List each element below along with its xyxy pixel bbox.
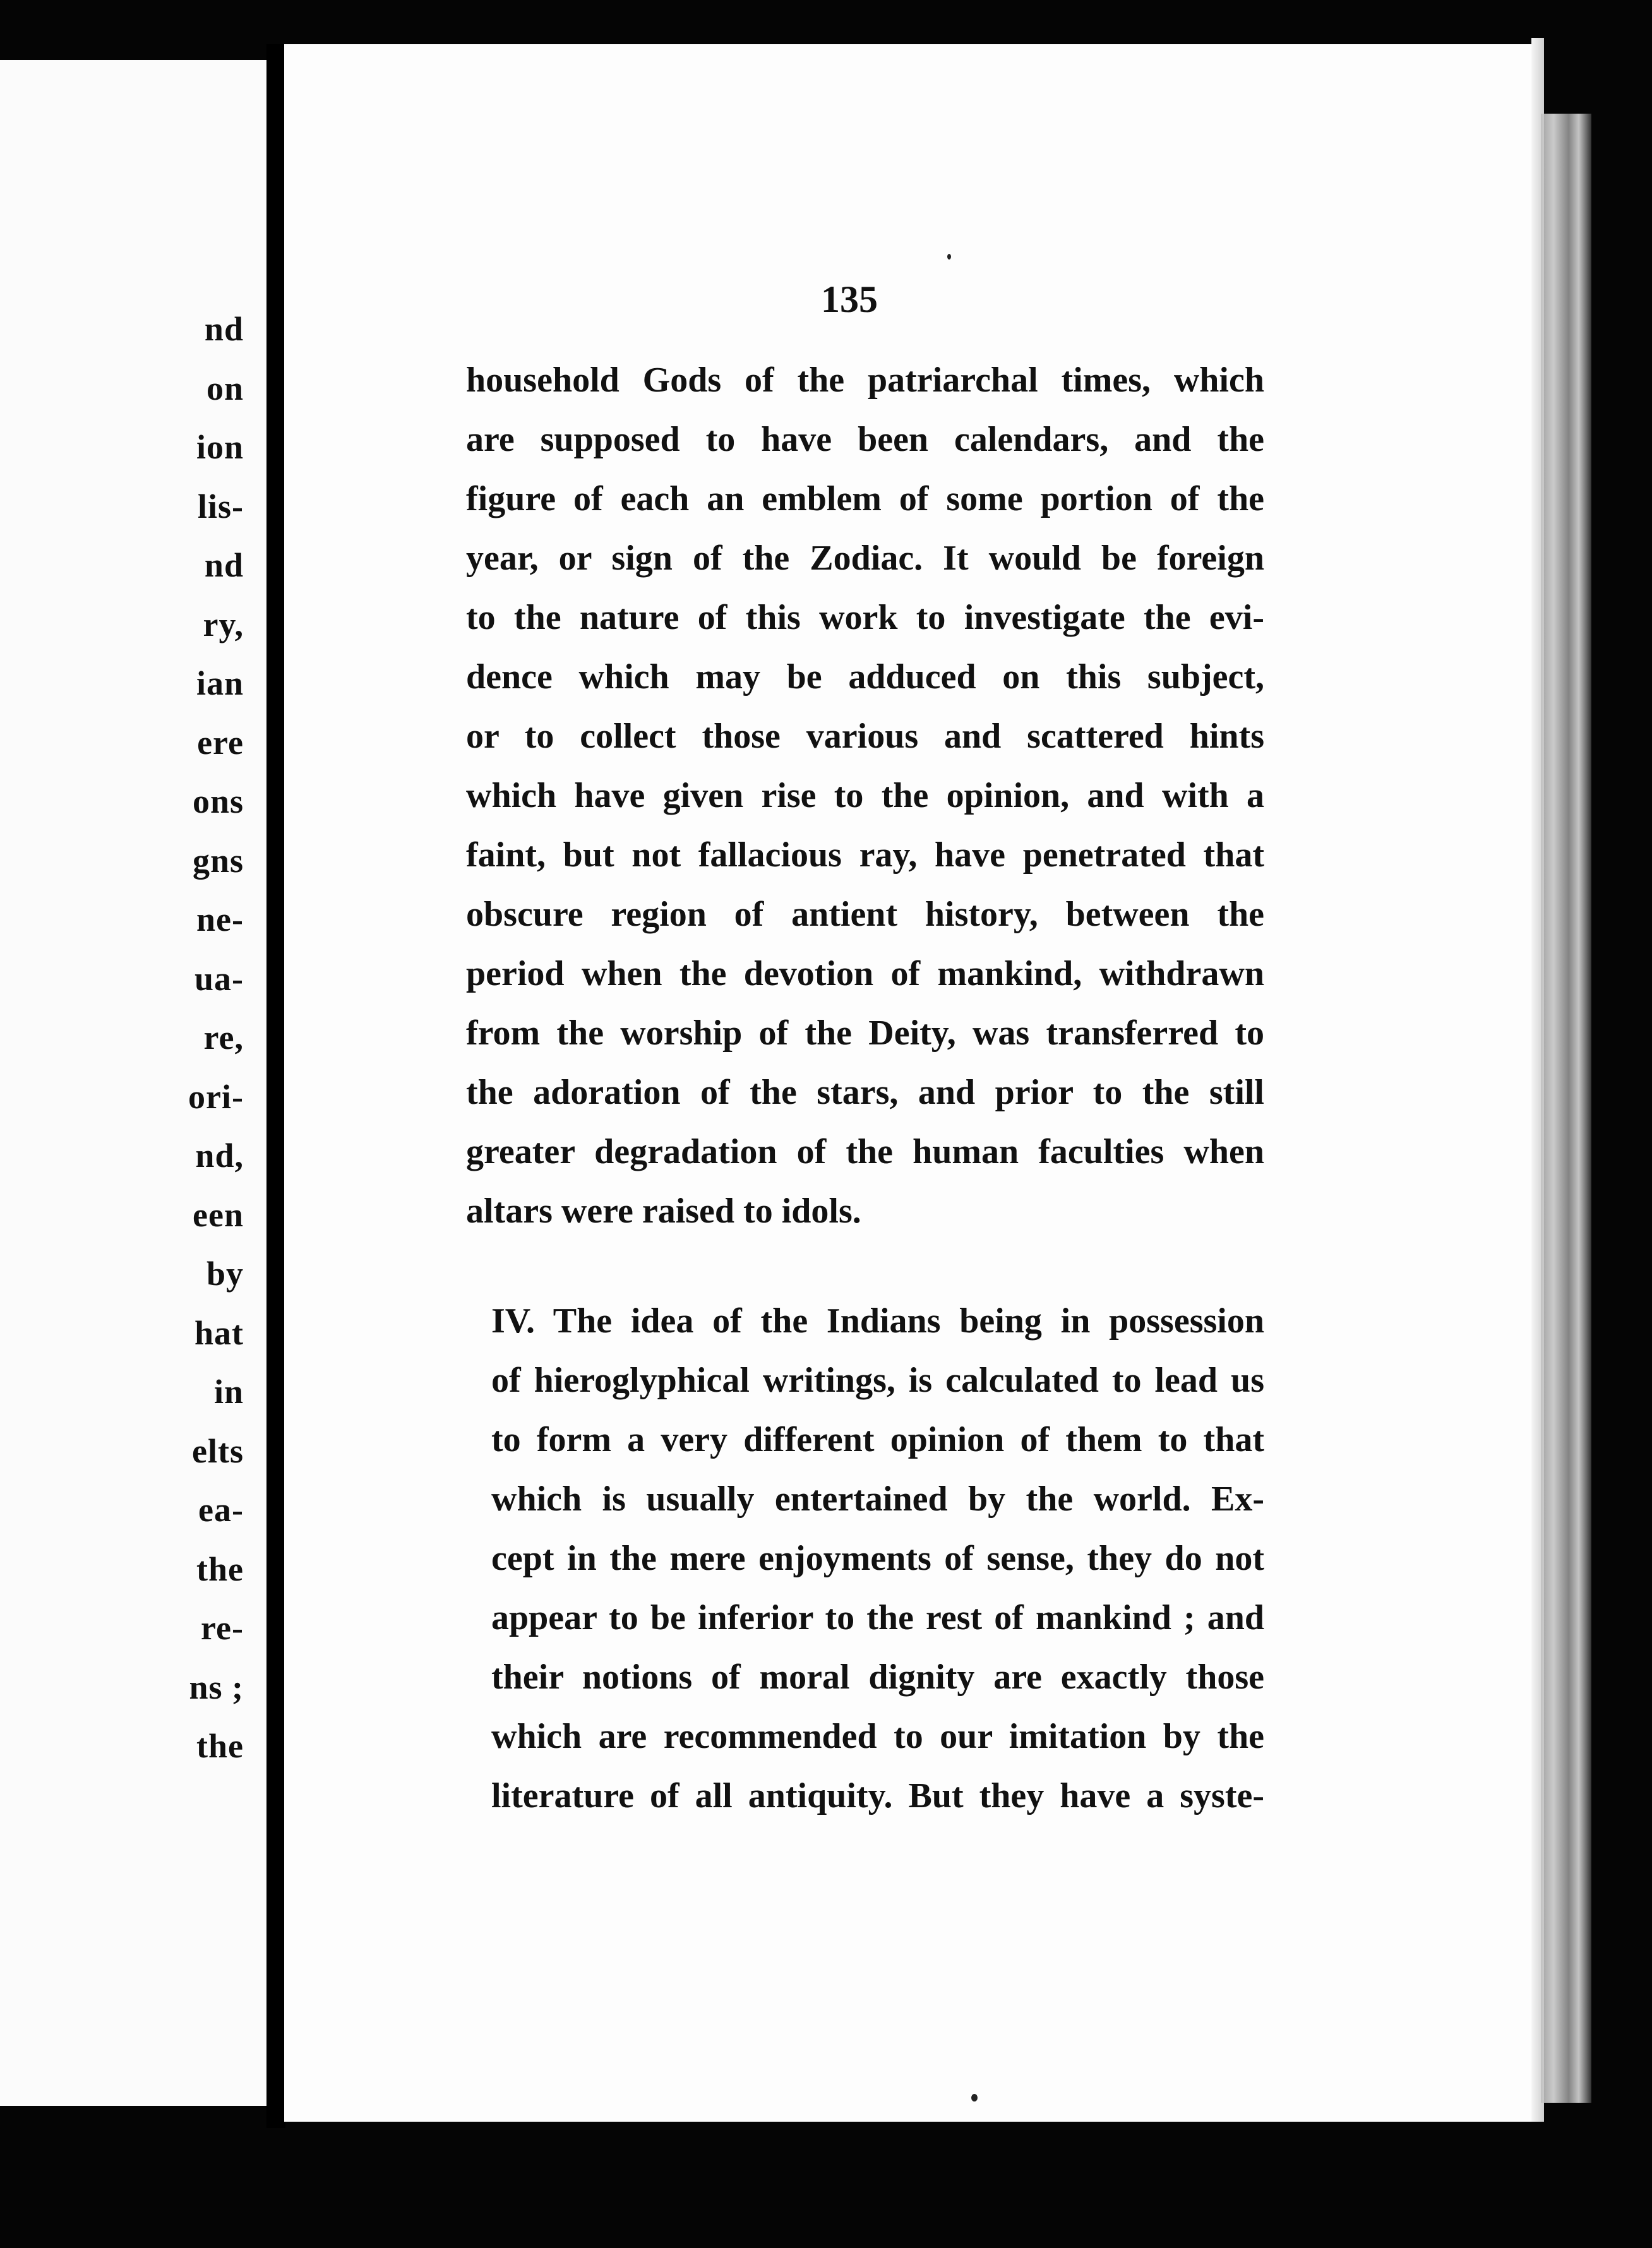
left-page-fragment: nd [204,310,244,348]
paragraph-1 [466,350,1264,1241]
paragraph-gap [466,1241,1264,1291]
left-page-fragment: gns [192,841,244,880]
left-page-fragment: by [206,1255,244,1293]
left-page-fragment: ua- [194,959,244,998]
left-page-fragment: nd, [195,1137,244,1175]
page-number: 135 [821,278,878,320]
left-page-fragment: re- [201,1609,244,1647]
text-line: literature of all antiquity. But they have a syste- [491,1776,1264,1815]
text-line: dence which may be adduced on this subject, [466,657,1264,697]
text-line: which have given rise to the opinion, and with a [466,776,1264,815]
left-page-fragment: lis- [197,487,244,525]
text-line: are supposed to have been calendars, and the [466,420,1264,459]
text-line: altars were raised to idols. [466,1192,861,1231]
left-page-fragment: ian [196,664,244,702]
left-page-fragment: hat [194,1313,244,1352]
left-page-fragment: on [206,369,244,407]
text-line: greater degradation of the human faculties when [466,1132,1264,1171]
left-page-fragment: the [196,1550,244,1588]
text-line: from the worship of the Deity, was transferred to [466,1013,1264,1053]
text-line: to form a very different opinion of them to that [491,1420,1264,1459]
text-line: faint, but not fallacious ray, have penetrated that [466,835,1264,875]
text-line: their notions of moral dignity are exactly those [491,1658,1264,1697]
left-page-fragment: elts [192,1432,244,1470]
text-line: year, or sign of the Zodiac. It would be foreign [466,539,1264,578]
left-page-fragment: ere [197,723,244,762]
left-page-fragment: in [213,1373,244,1411]
paragraph-2 [466,1291,1264,1826]
left-page-fragment: ion [196,428,244,466]
text-line: of hieroglyphical writings, is calculated to lead us [491,1361,1264,1400]
left-page-fragment: een [193,1195,244,1234]
body-text [466,350,1264,1826]
facing-page-left [0,60,270,2106]
text-line: cept in the mere enjoyments of sense, they do not [491,1539,1264,1578]
left-page-fragment: ns ; [189,1668,244,1706]
left-page-fragment: ori- [188,1077,244,1116]
text-line: the adoration of the stars, and prior to the still [466,1073,1264,1112]
text-line: to the nature of this work to investigate the evi- [466,598,1264,637]
ink-speck [971,2094,978,2102]
text-line: period when the devotion of mankind, withdrawn [466,954,1264,993]
page-block-edge [1541,114,1591,2103]
left-page-fragment: ea- [198,1491,244,1529]
left-page-fragment: re, [203,1019,244,1056]
text-line: figure of each an emblem of some portion of the [466,479,1264,518]
text-line: obscure region of antient history, between the [466,895,1264,934]
text-line: IV. The idea of the Indians being in possession [491,1301,1264,1341]
ink-speck [947,254,951,260]
text-line: appear to be inferior to the rest of mankind ; and [491,1598,1264,1637]
page-gutter [266,44,285,2128]
text-line: household Gods of the patriarchal times, which [466,361,1264,400]
text-line: which are recommended to our imitation by the [491,1717,1264,1756]
left-page-fragment: ry, [203,605,244,643]
left-page-fragment: ne- [196,900,244,938]
text-line: or to collect those various and scattered hints [466,717,1264,756]
left-page-fragment: nd [204,546,244,584]
left-page-fragment: ons [192,782,244,820]
left-page-fragment: the [196,1727,244,1765]
text-line: which is usually entertained by the world. Ex- [491,1480,1264,1519]
